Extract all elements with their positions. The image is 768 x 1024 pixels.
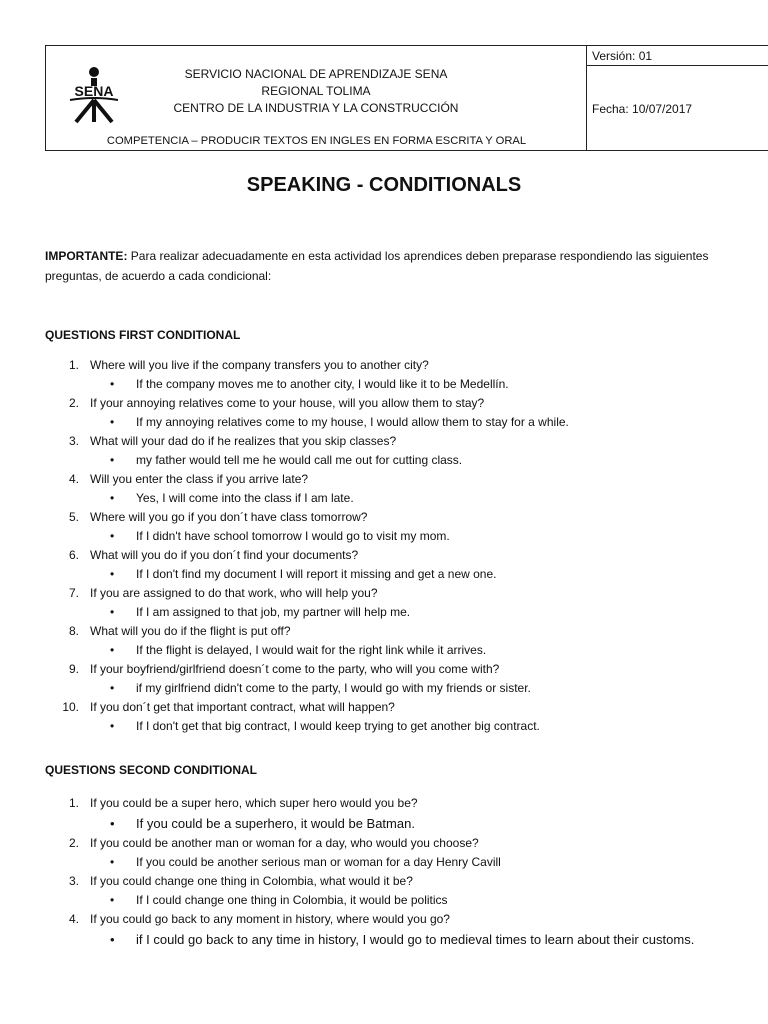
question-item [45, 622, 745, 660]
question-number: 7. [68, 586, 79, 600]
intro-label: IMPORTANTE: [45, 249, 128, 263]
intro-paragraph [45, 246, 715, 286]
question-text: If you could be another man or woman for a day, who would you choose? [90, 836, 479, 850]
question-row [45, 394, 745, 413]
institution-line: SERVICIO NACIONAL DE APRENDIZAJE SENA [184, 67, 448, 81]
question-row [45, 508, 745, 527]
date-label: Fecha: 10/07/2017 [592, 102, 693, 116]
question-text: Where will you go if you don´t have class tomorrow? [90, 510, 368, 524]
second-conditional-list [45, 794, 745, 973]
answer-text: If my annoying relatives come to my house, I would allow them to stay for a while. [136, 415, 569, 429]
intro-text: Para realizar adecuadamente en esta actividad los aprendices deben preparase respondiendo las siguientes preguntas, de acuerdo a cada condicional: [45, 249, 709, 283]
competencia-line: COMPETENCIA – PRODUCIR TEXTOS EN INGLES EN FORMA ESCRITA Y ORAL [106, 135, 527, 147]
answer-row [45, 451, 745, 470]
question-number: 5. [68, 510, 79, 524]
institution-name [146, 66, 486, 117]
question-text: If your boyfriend/girlfriend doesn´t come to the party, who will you come with? [90, 662, 500, 676]
bullet-icon: • [110, 567, 115, 581]
question-row [45, 356, 745, 375]
question-number: 8. [68, 624, 79, 638]
bullet-icon: • [110, 893, 115, 907]
question-text: If you could be a super hero, which super hero would you be? [90, 796, 418, 810]
question-number: 6. [68, 548, 79, 562]
bullet-icon: • [110, 377, 115, 391]
document-header [45, 45, 768, 151]
question-text: If your annoying relatives come to your house, will you allow them to stay? [90, 396, 485, 410]
answer-text: If the flight is delayed, I would wait for the right link while it arrives. [136, 643, 487, 657]
answer-row [45, 717, 745, 736]
answer-text: If the company moves me to another city, I would like it to be Medellín. [136, 377, 509, 391]
question-text: If you could go back to any moment in history, where would you go? [90, 912, 450, 926]
answer-row [45, 375, 745, 394]
question-item [45, 698, 745, 736]
bullet-icon: • [110, 719, 115, 733]
question-number: 2. [68, 836, 79, 850]
bullet-icon: • [110, 453, 115, 467]
bullet-icon: • [110, 643, 115, 657]
answer-text: if my girlfriend didn't come to the party, I would go with my friends or sister. [136, 681, 531, 695]
question-row [45, 432, 745, 451]
question-row [45, 698, 745, 717]
logo-text: SENA [74, 83, 114, 99]
answer-row [45, 679, 745, 698]
question-item [45, 432, 745, 470]
bullet-icon: • [110, 855, 115, 869]
answer-row [45, 413, 745, 432]
question-item [45, 660, 745, 698]
question-text: If you don´t get that important contract, what will happen? [90, 700, 395, 714]
question-row [45, 910, 745, 929]
question-text: If you are assigned to do that work, who will help you? [90, 586, 378, 600]
question-item [45, 508, 745, 546]
answer-text: If I don't find my document I will report it missing and get a new one. [136, 567, 497, 581]
first-conditional-list [45, 356, 745, 736]
first-conditional-heading: QUESTIONS FIRST CONDITIONAL [45, 328, 241, 342]
bullet-icon: • [110, 816, 115, 831]
question-row [45, 660, 745, 679]
question-text: What will your dad do if he realizes that you skip classes? [90, 434, 397, 448]
answer-text: If I could change one thing in Colombia, it would be politics [136, 893, 448, 907]
question-item [45, 834, 745, 872]
question-row [45, 794, 745, 813]
question-number: 10. [62, 700, 79, 714]
answer-row [45, 813, 745, 834]
answer-text: If I am assigned to that job, my partner will help me. [136, 605, 411, 619]
bullet-icon: • [110, 605, 115, 619]
question-number: 1. [68, 358, 79, 372]
question-text: Where will you live if the company transfers you to another city? [90, 358, 429, 372]
answer-row [45, 891, 745, 910]
answer-text: If you could be another serious man or woman for a day Henry Cavill [136, 855, 501, 869]
question-item [45, 470, 745, 508]
question-item [45, 584, 745, 622]
question-row [45, 834, 745, 853]
question-text: If you could change one thing in Colombia, what would it be? [90, 874, 413, 888]
question-item [45, 394, 745, 432]
second-conditional-heading: QUESTIONS SECOND CONDITIONAL [45, 763, 258, 777]
question-row [45, 546, 745, 565]
question-text: What will you do if the flight is put off? [90, 624, 291, 638]
bullet-icon: • [110, 415, 115, 429]
question-number: 4. [68, 472, 79, 486]
header-institution-cell [46, 46, 587, 150]
question-item [45, 910, 745, 973]
version-label: Versión: 01 [587, 46, 768, 66]
question-text: Will you enter the class if you arrive late? [90, 472, 309, 486]
answer-text: if I could go back to any time in history, I would go to medieval times to learn about their customs. [136, 932, 695, 947]
question-text: What will you do if you don´t find your documents? [90, 548, 359, 562]
question-number: 3. [68, 434, 79, 448]
question-number: 4. [68, 912, 79, 926]
answer-text: If I don't get that big contract, I would keep trying to get another big contract. [136, 719, 540, 733]
question-number: 2. [68, 396, 79, 410]
answer-text: If you could be a superhero, it would be Batman. [136, 816, 415, 831]
question-number: 3. [68, 874, 79, 888]
bullet-icon: • [110, 681, 115, 695]
answer-text: Yes, I will come into the class if I am late. [136, 491, 354, 505]
question-row [45, 622, 745, 641]
question-row [45, 872, 745, 891]
answer-row [45, 603, 745, 622]
bullet-icon: • [110, 529, 115, 543]
question-item [45, 356, 745, 394]
bullet-icon: • [110, 932, 115, 947]
sena-logo [66, 66, 122, 124]
answer-text: If I didn't have school tomorrow I would go to visit my mom. [136, 529, 450, 543]
header-meta-cell [587, 46, 768, 150]
question-row [45, 584, 745, 603]
answer-text: my father would tell me he would call me out for cutting class. [136, 453, 463, 467]
answer-row [45, 527, 745, 546]
question-number: 1. [68, 796, 79, 810]
answer-row [45, 565, 745, 584]
bullet-icon: • [110, 491, 115, 505]
answer-row [45, 641, 745, 660]
institution-line: REGIONAL TOLIMA [261, 84, 371, 98]
question-row [45, 470, 745, 489]
page-title: SPEAKING - CONDITIONALS [246, 174, 522, 196]
institution-line: CENTRO DE LA INDUSTRIA Y LA CONSTRUCCIÓN [173, 101, 459, 115]
question-item [45, 872, 745, 910]
answer-row [45, 489, 745, 508]
question-number: 9. [68, 662, 79, 676]
question-item [45, 794, 745, 834]
answer-row [45, 853, 745, 872]
question-item [45, 546, 745, 584]
answer-row [45, 929, 745, 973]
